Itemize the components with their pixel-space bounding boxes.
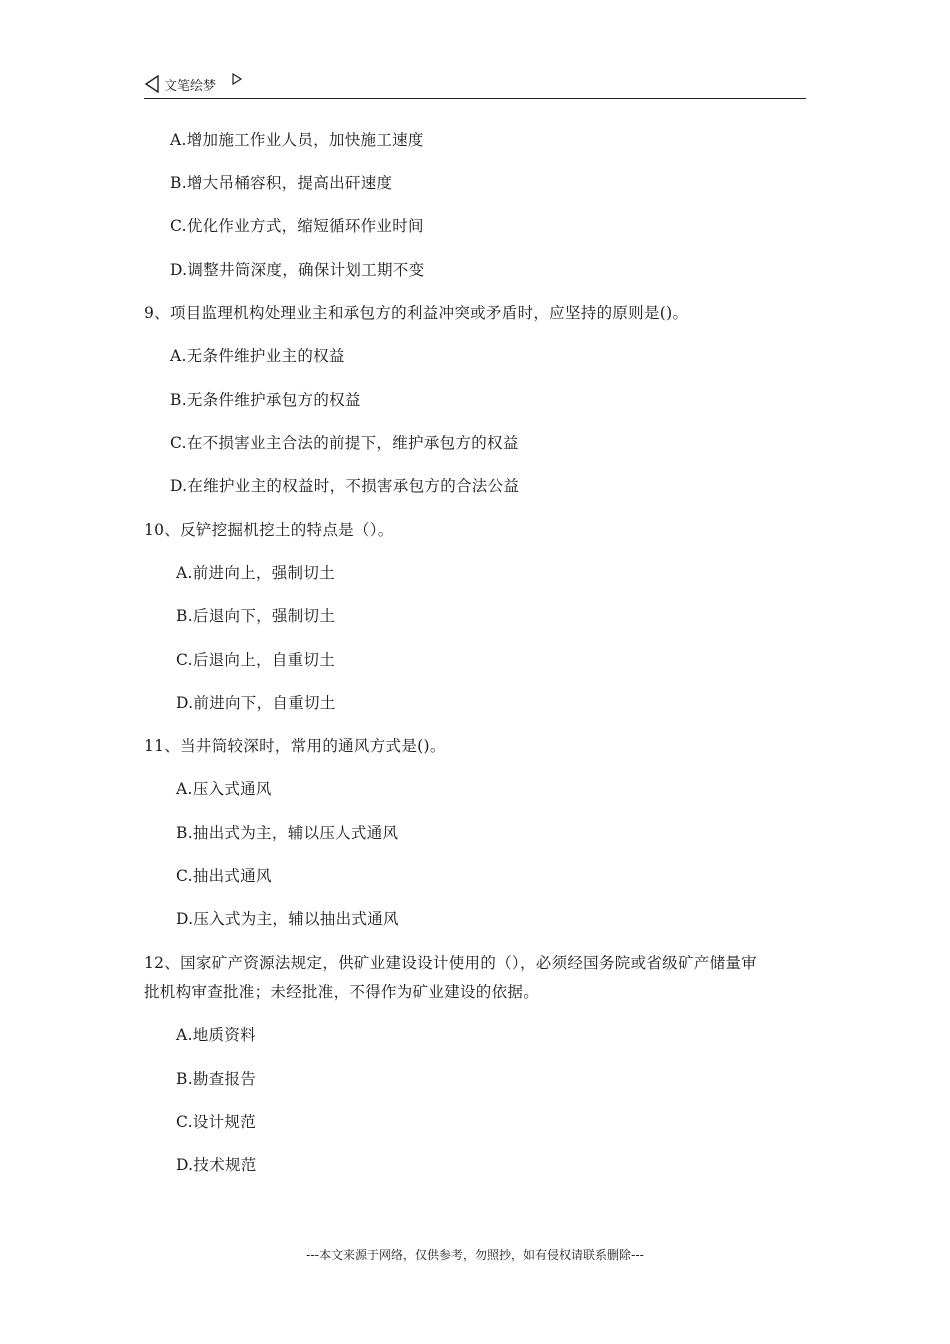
option-line: C.在不损害业主合法的前提下，维护承包方的权益: [170, 434, 519, 452]
option-line: C.优化作业方式，缩短循环作业时间: [170, 217, 424, 235]
option-line: D.压入式为主，辅以抽出式通风: [176, 910, 399, 928]
question-line: 10、反铲挖掘机挖土的特点是（）。: [144, 521, 394, 539]
option-line: D.技术规范: [176, 1156, 257, 1174]
option-line: B.增大吊桶容积，提高出矸速度: [170, 174, 393, 192]
option-line: B.抽出式为主，辅以压人式通风: [176, 824, 399, 842]
triangle-left-icon: [144, 75, 160, 93]
option-line: A.增加施工作业人员，加快施工速度: [170, 131, 424, 149]
option-line: B.无条件维护承包方的权益: [170, 391, 361, 409]
option-line: C.设计规范: [176, 1113, 257, 1131]
option-line: C.抽出式通风: [176, 867, 272, 885]
option-line: D.调整井筒深度，确保计划工期不变: [170, 261, 425, 279]
option-line: A.压入式通风: [176, 780, 272, 798]
question-line: 9、项目监理机构处理业主和承包方的利益冲突或矛盾时，应坚持的原则是()。: [144, 304, 689, 322]
option-line: A.无条件维护业主的权益: [170, 347, 345, 365]
page-header: [144, 72, 806, 99]
question-line: 11、当井筒较深时，常用的通风方式是()。: [144, 737, 446, 755]
option-line: C.后退向上，自重切土: [176, 651, 336, 669]
option-line: B.勘查报告: [176, 1070, 257, 1088]
option-line: D.前进向下，自重切土: [176, 694, 336, 712]
header-title: 文笔绘梦: [164, 79, 217, 94]
option-line: D.在维护业主的权益时，不损害承包方的合法公益: [170, 477, 520, 495]
question-line: 12、国家矿产资源法规定，供矿业建设设计使用的（），必须经国务院或省级矿产储量审: [144, 954, 757, 972]
footer-disclaimer: ---本文来源于网络，仅供参考，勿照抄，如有侵权请联系删除---: [306, 1248, 644, 1262]
question-line-continued: 批机构审查批准；未经批准，不得作为矿业建设的依据。: [144, 983, 540, 1001]
option-line: A.前进向上，强制切土: [176, 564, 335, 582]
option-line: A.地质资料: [176, 1026, 256, 1044]
triangle-right-icon: [232, 73, 242, 85]
option-line: B.后退向下，强制切土: [176, 607, 336, 625]
